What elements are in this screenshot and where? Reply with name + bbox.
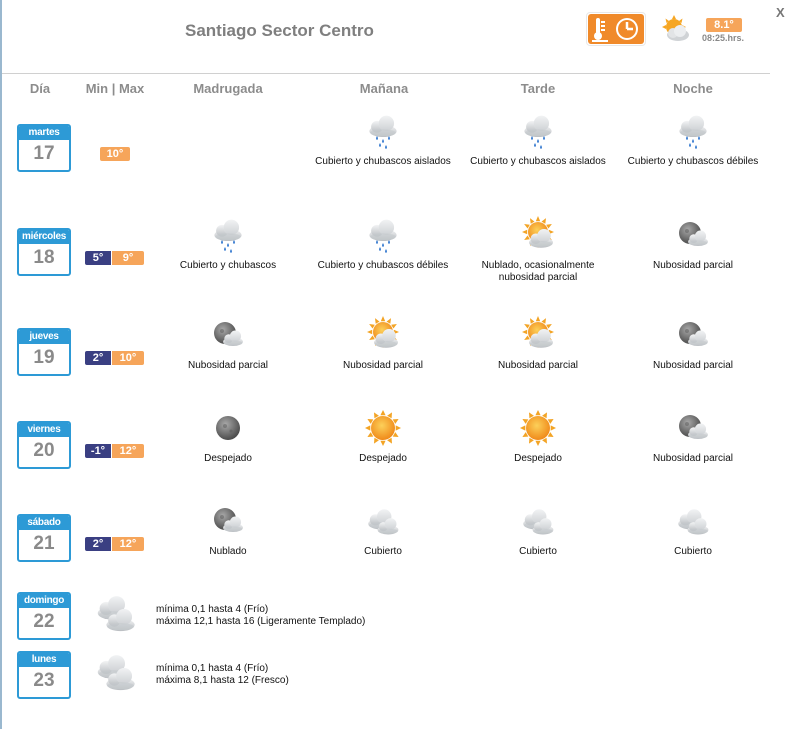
col-header-minmax: Min | Max bbox=[85, 81, 145, 96]
moon-cloud-icon bbox=[209, 316, 247, 354]
min-forecast-text: mínima 0,1 hasta 4 (Frío) bbox=[156, 604, 269, 615]
moon-icon bbox=[209, 409, 247, 447]
forecast-cell bbox=[618, 316, 768, 372]
min-temp-badge: 2° bbox=[85, 351, 111, 365]
current-temp-badge: 8.1° bbox=[706, 18, 742, 32]
forecast-cell bbox=[308, 216, 458, 272]
forecast-description: Cubierto y chubascos débiles bbox=[627, 156, 759, 167]
max-temp-badge: 9° bbox=[112, 251, 144, 265]
day-name: miércoles bbox=[19, 230, 69, 244]
current-time: 08:25.hrs. bbox=[702, 33, 745, 43]
day-name: martes bbox=[19, 126, 69, 140]
header-divider bbox=[2, 73, 770, 74]
forecast-description: Despejado bbox=[204, 453, 252, 464]
forecast-description: Nubosidad parcial bbox=[652, 260, 734, 271]
chart-toggle-button[interactable] bbox=[586, 12, 646, 46]
forecast-description: Cubierto bbox=[364, 546, 402, 557]
col-header-noche: Noche bbox=[673, 81, 713, 96]
max-temp-badge: 12° bbox=[112, 537, 144, 551]
max-forecast-text: máxima 8,1 hasta 12 (Fresco) bbox=[156, 675, 289, 686]
forecast-description: Nubosidad parcial bbox=[497, 360, 579, 371]
close-button[interactable]: X bbox=[776, 5, 785, 20]
min-temp-badge: 5° bbox=[85, 251, 111, 265]
clouds-icon bbox=[92, 592, 138, 634]
day-box[interactable] bbox=[17, 328, 71, 376]
forecast-description: Cubierto y chubascos aislados bbox=[315, 156, 451, 167]
forecast-description: Cubierto bbox=[519, 546, 557, 557]
clouds-icon bbox=[92, 651, 138, 693]
day-box[interactable] bbox=[17, 514, 71, 562]
forecast-description: Despejado bbox=[514, 453, 562, 464]
day-name: jueves bbox=[19, 330, 69, 344]
day-number: 17 bbox=[33, 143, 55, 164]
forecast-description: Cubierto y chubascos débiles bbox=[317, 260, 449, 271]
forecast-cell bbox=[463, 316, 613, 372]
cloud-showers-icon bbox=[209, 216, 247, 254]
col-header-tarde: Tarde bbox=[520, 81, 556, 96]
max-temp-badge: 10° bbox=[100, 147, 130, 161]
day-number: 18 bbox=[33, 247, 55, 268]
sun-icon bbox=[364, 409, 402, 447]
moon-cloud-icon bbox=[674, 316, 712, 354]
cloud-showers-icon bbox=[364, 216, 402, 254]
day-box[interactable] bbox=[17, 592, 71, 640]
col-header-manana: Mañana bbox=[359, 81, 409, 96]
day-name: lunes bbox=[19, 653, 69, 667]
forecast-cell bbox=[463, 409, 613, 465]
forecast-cell bbox=[618, 409, 768, 465]
day-number: 21 bbox=[33, 533, 55, 554]
day-box[interactable] bbox=[17, 124, 71, 172]
day-number: 22 bbox=[33, 611, 55, 632]
min-forecast-text: mínima 0,1 hasta 4 (Frío) bbox=[156, 663, 269, 674]
forecast-description: Cubierto y chubascos aislados bbox=[470, 156, 606, 167]
moon-cloud-icon bbox=[674, 409, 712, 447]
day-number: 20 bbox=[33, 440, 55, 461]
max-forecast-text: máxima 12,1 hasta 16 (Ligeramente Templado) bbox=[156, 616, 366, 627]
day-box[interactable] bbox=[17, 228, 71, 276]
cloud-showers-icon bbox=[674, 112, 712, 150]
forecast-cell bbox=[308, 409, 458, 465]
forecast-description: Nublado, ocasionalmente nubosidad parcial bbox=[481, 260, 595, 283]
day-box[interactable] bbox=[17, 421, 71, 469]
max-temp-badge: 10° bbox=[112, 351, 144, 365]
max-temp-badge: 12° bbox=[112, 444, 144, 458]
page-title: Santiago Sector Centro bbox=[185, 21, 374, 40]
forecast-cell bbox=[463, 502, 613, 558]
col-header-madrugada: Madrugada bbox=[193, 81, 263, 96]
min-temp-badge: 2° bbox=[85, 537, 111, 551]
sun-cloud-icon bbox=[364, 316, 402, 354]
cloud-showers-icon bbox=[364, 112, 402, 150]
cloud-icon bbox=[519, 502, 557, 540]
forecast-description: Nubosidad parcial bbox=[652, 360, 734, 371]
forecast-cell bbox=[308, 502, 458, 558]
forecast-description: Despejado bbox=[359, 453, 407, 464]
forecast-cell bbox=[153, 216, 303, 272]
sun-cloud-icon bbox=[519, 316, 557, 354]
window-frame-left bbox=[0, 0, 2, 729]
forecast-cell bbox=[308, 316, 458, 372]
col-header-day: Día bbox=[29, 81, 51, 96]
min-temp-badge: -1° bbox=[85, 444, 111, 458]
forecast-cell bbox=[463, 112, 613, 168]
forecast-cell bbox=[153, 409, 303, 465]
moon-cloud-icon bbox=[674, 216, 712, 254]
forecast-description: Nublado bbox=[209, 546, 247, 557]
sun-cloud-icon bbox=[519, 216, 557, 254]
forecast-cell bbox=[463, 216, 613, 284]
forecast-cell bbox=[618, 112, 768, 168]
day-name: domingo bbox=[19, 594, 69, 608]
partly-sunny-icon bbox=[657, 14, 693, 44]
cloud-icon bbox=[674, 502, 712, 540]
forecast-description: Nubosidad parcial bbox=[187, 360, 269, 371]
forecast-description: Nubosidad parcial bbox=[652, 453, 734, 464]
day-number: 23 bbox=[33, 670, 55, 691]
day-name: sábado bbox=[19, 516, 69, 530]
cloud-showers-icon bbox=[519, 112, 557, 150]
forecast-description: Cubierto bbox=[674, 546, 712, 557]
cloud-icon bbox=[364, 502, 402, 540]
day-number: 19 bbox=[33, 347, 55, 368]
day-name: viernes bbox=[19, 423, 69, 437]
forecast-cell bbox=[618, 502, 768, 558]
thermometer-clock-icon bbox=[587, 13, 645, 45]
forecast-description: Cubierto y chubascos bbox=[179, 260, 277, 271]
day-box[interactable] bbox=[17, 651, 71, 699]
forecast-cell bbox=[308, 112, 458, 168]
forecast-description: Nubosidad parcial bbox=[342, 360, 424, 371]
forecast-cell bbox=[153, 316, 303, 372]
sun-icon bbox=[519, 409, 557, 447]
forecast-cell bbox=[618, 216, 768, 272]
moon-cloud-icon bbox=[209, 502, 247, 540]
forecast-cell bbox=[153, 502, 303, 558]
